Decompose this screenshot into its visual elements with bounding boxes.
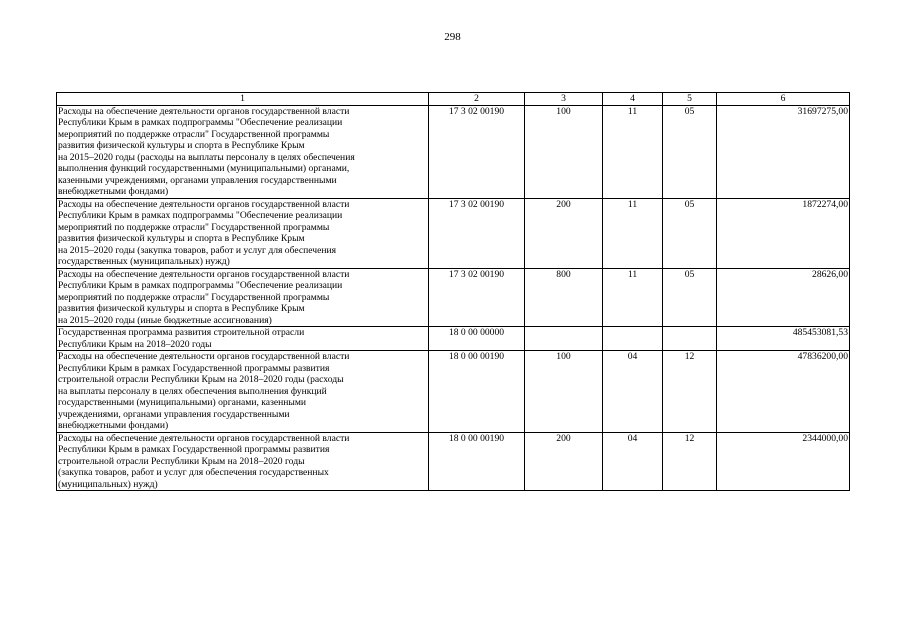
header-cell-subsection: 5 <box>663 93 717 106</box>
row-description <box>57 351 429 433</box>
description-line: на выплаты персоналу в целях обеспечения выполнения функций <box>58 385 327 397</box>
section-code: 11 <box>603 268 663 327</box>
description-line: мероприятий по поддержке отрасли" Государственной программы <box>58 221 330 233</box>
description-line: (закупка товаров, работ и услуг для обеспечения государственных <box>58 467 329 478</box>
description-line: на 2015–2020 годы (закупка товаров, работ и услуг для обеспечения <box>58 244 337 256</box>
description-line: Расходы на обеспечение деятельности органов государственной власти <box>58 268 350 280</box>
amount-value: 2344000,00 <box>717 432 850 491</box>
description-line: Республики Крым в рамках Государственной программы развития <box>58 444 330 455</box>
description-line: Республики Крым в рамках подпрограммы "Обеспечение реализации <box>58 280 343 291</box>
description-line: на 2015–2020 годы (расходы на выплаты персоналу в целях обеспечения <box>58 151 355 163</box>
page-number: 298 <box>444 31 461 43</box>
description-line: внебюджетными фондами) <box>58 186 169 197</box>
description-line: выполнения функций государственными (муниципальными) органами, <box>58 163 350 174</box>
row-description <box>57 327 429 351</box>
row-description <box>57 198 429 268</box>
description-line: развития физической культуры и спорта в Республике Крым <box>58 303 305 314</box>
table-row <box>57 432 850 491</box>
table-row <box>57 198 850 268</box>
description-line: Расходы на обеспечение деятельности органов государственной власти <box>58 351 350 362</box>
amount-value: 47836200,00 <box>717 351 850 433</box>
description-line: государственными (муниципальными) органами, казенными <box>58 397 307 408</box>
description-line: Расходы на обеспечение деятельности органов государственной власти <box>58 432 350 444</box>
expense-type-code: 800 <box>525 268 603 327</box>
section-code: 04 <box>603 432 663 491</box>
description-line: на 2015–2020 годы (иные бюджетные ассигнования) <box>58 314 272 326</box>
description-line: строительной отрасли Республики Крым на 2018–2020 годы <box>58 455 305 467</box>
target-article-code: 18 0 00 00190 <box>429 351 525 433</box>
expense-type-code: 200 <box>525 432 603 491</box>
expense-type-code: 100 <box>525 351 603 433</box>
expense-type-code <box>525 327 603 351</box>
description-line: строительной отрасли Республики Крым на 2018–2020 годы (расходы <box>58 374 344 385</box>
subsection-code: 12 <box>663 432 717 491</box>
amount-value: 485453081,53 <box>717 327 850 351</box>
header-cell-amount: 6 <box>717 93 850 106</box>
description-line: развития физической культуры и спорта в Республике Крым <box>58 233 305 244</box>
amount-value: 28626,00 <box>717 268 850 327</box>
description-line: Расходы на обеспечение деятельности органов государственной власти <box>58 105 350 117</box>
table-row <box>57 105 850 198</box>
description-line: Республики Крым в рамках подпрограммы "Обеспечение реализации <box>58 210 343 221</box>
header-cell-section: 4 <box>603 93 663 106</box>
target-article-code: 18 0 00 00190 <box>429 432 525 491</box>
description-line: казенными учреждениями, органами управления государственными <box>58 174 337 186</box>
subsection-code: 12 <box>663 351 717 433</box>
subsection-code: 05 <box>663 105 717 198</box>
header-cell-expense-type: 3 <box>525 93 603 106</box>
header-row <box>57 93 850 106</box>
description-line: мероприятий по поддержке отрасли" Государственной программы <box>58 291 330 303</box>
header-cell-target-article: 2 <box>429 93 525 106</box>
description-line: государственных (муниципальных) нужд) <box>58 256 230 267</box>
subsection-code: 05 <box>663 198 717 268</box>
table-row <box>57 268 850 327</box>
expense-type-code: 200 <box>525 198 603 268</box>
row-description <box>57 268 429 327</box>
expense-type-code: 100 <box>525 105 603 198</box>
section-code: 04 <box>603 351 663 433</box>
section-code: 11 <box>603 198 663 268</box>
subsection-code: 05 <box>663 268 717 327</box>
budget-table <box>56 92 850 491</box>
description-line: Расходы на обеспечение деятельности органов государственной власти <box>58 198 350 210</box>
table-row <box>57 351 850 433</box>
section-code: 11 <box>603 105 663 198</box>
description-line: учреждениями, органами управления государственными <box>58 408 290 420</box>
target-article-code: 18 0 00 00000 <box>429 327 525 351</box>
header-cell-description: 1 <box>57 93 429 106</box>
description-line: Республики Крым в рамках подпрограммы "Обеспечение реализации <box>58 117 343 128</box>
description-line: мероприятий по поддержке отрасли" Государственной программы <box>58 128 330 140</box>
description-line: Республики Крым на 2018–2020 годы <box>58 338 212 350</box>
amount-value: 1872274,00 <box>717 198 850 268</box>
row-description <box>57 105 429 198</box>
description-line: развития физической культуры и спорта в Республике Крым <box>58 140 305 151</box>
target-article-code: 17 3 02 00190 <box>429 268 525 327</box>
table-row <box>57 327 850 351</box>
description-line: (муниципальных) нужд) <box>58 478 158 490</box>
description-line: Республики Крым в рамках Государственной программы развития <box>58 362 330 374</box>
section-code <box>603 327 663 351</box>
target-article-code: 17 3 02 00190 <box>429 198 525 268</box>
description-line: Государственная программа развития строительной отрасли <box>58 327 305 338</box>
target-article-code: 17 3 02 00190 <box>429 105 525 198</box>
subsection-code <box>663 327 717 351</box>
row-description <box>57 432 429 491</box>
amount-value: 31697275,00 <box>717 105 850 198</box>
description-line: внебюджетными фондами) <box>58 420 169 431</box>
